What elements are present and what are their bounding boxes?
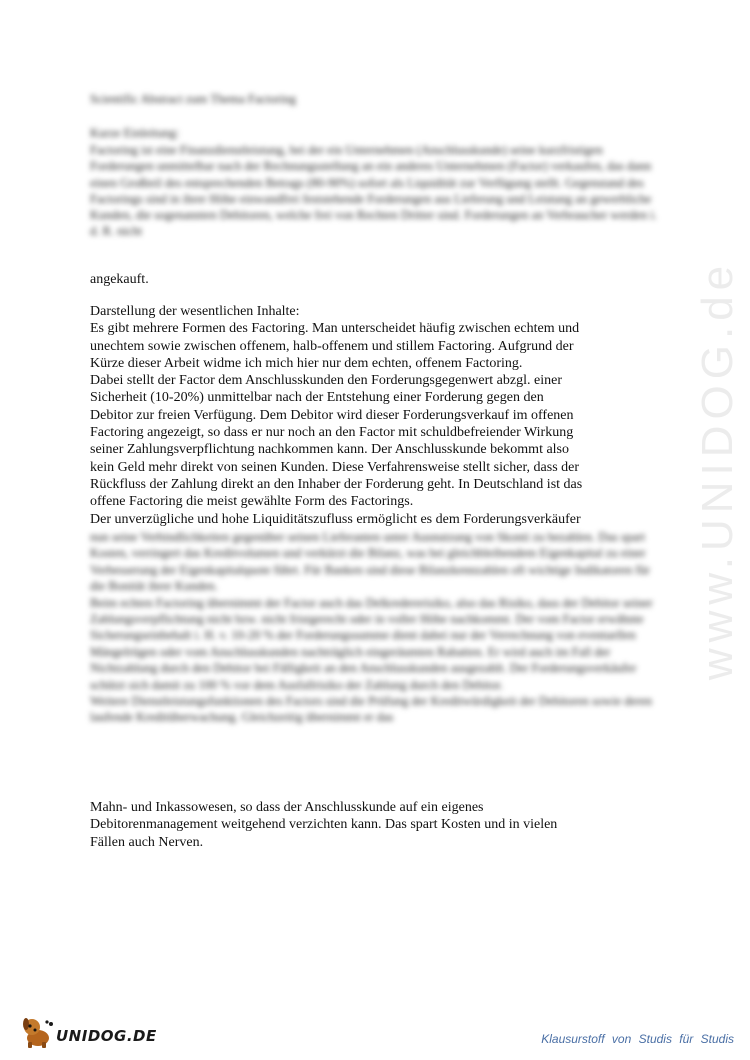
text-line: Kürze dieser Arbeit widme ich mich hier nur dem echten, offenem Factoring. xyxy=(90,355,523,371)
footer-tagline: Klausurstoff von Studis für Studis xyxy=(541,1032,734,1046)
text-line: Dabei stellt der Factor dem Anschlusskunden den Forderungsgegenwert abzgl. einer xyxy=(90,373,562,389)
watermark: www.UNIDOG.de xyxy=(693,259,742,681)
blurred-paragraph: Weitere Dienstleistungsfunktionen des Factors sind die Prüfung der Kreditwürdigkeit der Debitoren sowie deren laufende Kreditüberwachung. Gleichzeitig übernimmt er das xyxy=(90,694,653,725)
document-title: Scientific Abstract zum Thema Factoring xyxy=(90,92,296,106)
blurred-paragraph: nun seine Verbindlichkeiten gegenüber seinen Lieferanten unter Ausnutzung von Skonti zu bezahlen. Das spart Kosten, verringert das Kreditvolumen und verkürzt die Bilanz, was bei gleichbleibendem Eigenkapital zu einer Verbesserung der Eigenkapitalquote führt. Für Banken sind diese Bilanzkennzahlen oft wichtige Indikatoren für die Bonität ihrer Kunden. xyxy=(90,530,650,594)
text-line: Fällen auch Nerven. xyxy=(90,834,204,850)
section-heading-content: Darstellung der wesentlichen Inhalte: xyxy=(90,304,300,319)
logo-text: UNIDOG.DE xyxy=(56,1027,157,1045)
text-line: kein Geld mehr direkt von seinen Kunden. Diese Verfahrensweise stellt sicher, dass der xyxy=(90,459,580,475)
text-line: Rückfluss der Zahlung direkt an den Inhaber der Forderung geht. In Deutschland ist das xyxy=(90,476,583,492)
intro-tail-text: angekauft. xyxy=(90,272,149,287)
text-line: seiner Zahlungsverpflichtung nachkommen kann. Der Anschlusskunde bekommt also xyxy=(90,442,570,458)
blurred-paragraph: Beim echten Factoring übernimmt der Factor auch das Delkredererisiko, also das Risiko, dass der Debitor seiner Zahlungsverpflichtung nicht bzw. nicht fristgerecht oder in voller Höhe nachkommt. Der vom Factor erwähnte Sicherungseinbehalt i. H. v. 10-20 % der Forderungssumme dient dabei nur der Verrechnung von eventuellen Mängelrügen oder vom Anschlusskunden nachträglich eingeräumten Rabatten. Er wird auch im Fall der Nichtzahlung durch den Debitor bei Fälligkeit an den Anschlusskunden ausgezahlt. Der Forderungsverkäufer schützt sich damit zu 100 % vor dem Ausfallrisiko der Zahlung durch den Debitor. xyxy=(90,595,653,692)
text-line: Mahn- und Inkassowesen, so dass der Anschlusskunde auf ein eigenes xyxy=(90,800,484,815)
text-line: Es gibt mehrere Formen des Factoring. Man unterscheidet häufig zwischen echtem und xyxy=(90,321,580,337)
text-line: Sicherheit (10-20%) unmittelbar nach der Entstehung einer Forderung gegen den xyxy=(90,390,544,406)
text-line: Factoring angezeigt, so dass er nur noch an den Factor mit schuldbefreiender Wirkung xyxy=(90,425,574,441)
unidog-logo[interactable] xyxy=(20,1014,190,1050)
text-line: Debitorenmanagement weitgehend verzichten kann. Das spart Kosten und in vielen xyxy=(90,817,558,833)
dog-icon xyxy=(20,1014,56,1050)
text-line: offene Factoring die meist gewählte Form des Factorings. xyxy=(90,494,414,510)
main-content-block xyxy=(90,303,660,528)
text-line: unechtem sowie zwischen offenem, halb-offenem und stillem Factoring. Aufgrund der xyxy=(90,338,574,354)
section-heading-intro: Kurze Einleitung: xyxy=(90,126,180,140)
text-line: Debitor zur freien Verfügung. Dem Debitor wird dieser Forderungsverkauf im offenen xyxy=(90,407,574,423)
blurred-text-block xyxy=(90,529,660,726)
closing-text-block xyxy=(90,799,660,851)
intro-paragraph: Factoring ist eine Finanzdienstleistung, bei der ein Unternehmen (Anschlusskunde) seine kurzfristigen Forderungen unmittelbar nach der Rechnungsstellung an ein anderes Unternehmen (Factor) verkaufen, das dann einen Großteil des entsprechenden Betrags (80-90%) sofort als Liquidität zur Verfügung stellt. Gegenstand des Factorings sind in ihrer Höhe einwandfrei feststehende Forderungen aus Lieferung und Leistung an gewerbliche Kunden, die sogenannten Debitoren, welche frei von Rechten Dritter sind. Forderungen an Verbraucher werden i. d. R. nicht xyxy=(90,143,657,239)
text-line: Der unverzügliche und hohe Liquiditätszufluss ermöglicht es dem Forderungsverkäufer xyxy=(90,511,581,527)
